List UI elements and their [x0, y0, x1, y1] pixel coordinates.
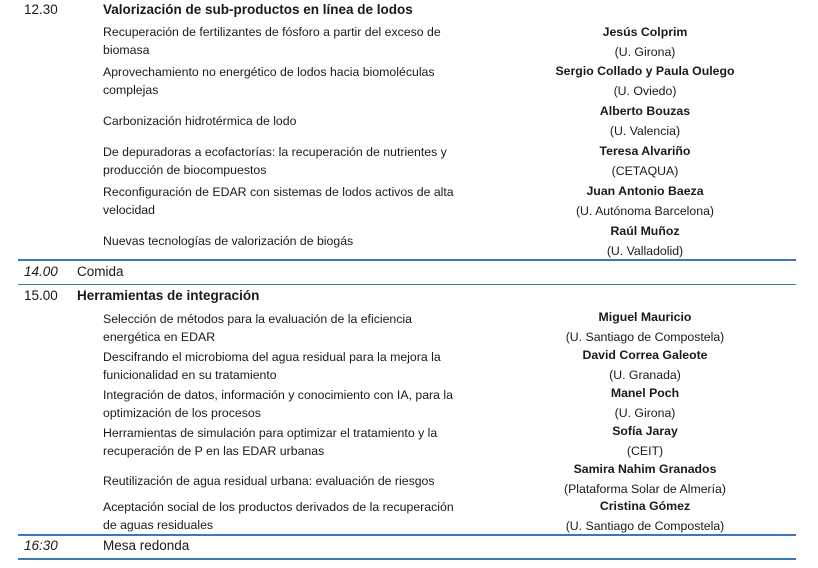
- speaker-affiliation: (CETAQUA): [611, 164, 679, 178]
- talk-title: De depuradoras a ecofactorías: la recuperación de nutrientes y producción de biocompuestos: [103, 145, 447, 177]
- speaker-affiliation: (U. Autónoma Barcelona): [575, 204, 715, 218]
- talk-title: Reutilización de agua residual urbana: evaluación de riesgos: [103, 474, 435, 488]
- talk-title: Herramientas de simulación para optimizar el tratamiento y la recuperación de P en las EDAR urbanas: [103, 426, 438, 458]
- talk-speaker: [545, 22, 745, 62]
- talk-speaker: [545, 61, 745, 101]
- speaker-name: Alberto Bouzas: [599, 104, 691, 118]
- session-title: Comida: [77, 264, 124, 279]
- talk-speaker: [545, 383, 745, 423]
- talk-title: Carbonización hidrotérmica de lodo: [103, 114, 297, 128]
- speaker-affiliation: (Plataforma Solar de Almería): [564, 482, 726, 496]
- speaker-name: Miguel Mauricio: [598, 310, 692, 324]
- talk-title: Nuevas tecnologías de valorización de biogás: [103, 234, 354, 248]
- speaker-name: Juan Antonio Baeza: [586, 184, 704, 198]
- session-time: 15.00: [24, 288, 58, 303]
- speaker-name: Jesús Colprim: [602, 25, 688, 39]
- session-title: Mesa redonda: [103, 538, 190, 553]
- speaker-affiliation: (U. Santiago de Compostela): [565, 519, 725, 533]
- section-divider: [18, 558, 796, 560]
- talk-speaker: [545, 421, 745, 461]
- speaker-affiliation: (U. Granada): [609, 368, 681, 382]
- speaker-name: Samira Nahim Granados: [573, 462, 717, 476]
- talk-title: Aprovechamiento no energético de lodos hacia biomoléculas complejas: [103, 65, 435, 97]
- talk-title: Descifrando el microbioma del agua residual para la mejora la funicionalidad en su tratamiento: [103, 350, 441, 382]
- speaker-affiliation: (CEIT): [626, 444, 664, 458]
- talk-speaker: [545, 345, 745, 385]
- talk-title: Integración de datos, información y conocimiento con IA, para la optimización de los procesos: [103, 388, 453, 420]
- speaker-name: Sofía Jaray: [612, 424, 678, 438]
- speaker-name: Manel Poch: [610, 386, 680, 400]
- talk-speaker: [545, 496, 745, 536]
- session-time: 14.00: [24, 264, 58, 279]
- talk-speaker: [545, 181, 745, 221]
- section-divider: [18, 259, 796, 261]
- section-divider: [18, 534, 796, 536]
- speaker-affiliation: (U. Santiago de Compostela): [565, 330, 725, 344]
- talk-title: Recuperación de fertilizantes de fósforo a partir del exceso de biomasa: [103, 25, 441, 57]
- talk-speaker: [545, 101, 745, 141]
- session-time: 16:30: [24, 538, 58, 553]
- session-title: Valorización de sub-productos en línea de lodos: [103, 2, 413, 17]
- speaker-name: Teresa Alvariño: [599, 144, 691, 158]
- session-time: 12.30: [24, 2, 58, 17]
- talk-speaker: [545, 141, 745, 181]
- speaker-name: Raúl Muñoz: [610, 224, 680, 238]
- talk-title: Aceptación social de los productos derivados de la recuperación de aguas residuales: [103, 500, 454, 532]
- speaker-name: David Correa Galeote: [582, 348, 708, 362]
- speaker-name: Cristina Gómez: [599, 499, 691, 513]
- talk-speaker: [545, 307, 745, 347]
- session-title: Herramientas de integración: [77, 288, 260, 303]
- speaker-name: Sergio Collado y Paula Oulego: [555, 64, 735, 78]
- speaker-affiliation: (U. Girona): [614, 406, 676, 420]
- section-divider: [18, 284, 796, 285]
- talk-title: Selección de métodos para la evaluación de la eficiencia energética en EDAR: [103, 312, 412, 344]
- speaker-affiliation: (U. Valencia): [609, 124, 681, 138]
- speaker-affiliation: (U. Oviedo): [613, 84, 677, 98]
- talk-speaker: [545, 221, 745, 261]
- talk-speaker: [545, 459, 745, 499]
- talk-title: Reconfiguración de EDAR con sistemas de lodos activos de alta velocidad: [103, 185, 454, 217]
- speaker-affiliation: (U. Girona): [614, 45, 676, 59]
- speaker-affiliation: (U. Valladolid): [606, 244, 684, 258]
